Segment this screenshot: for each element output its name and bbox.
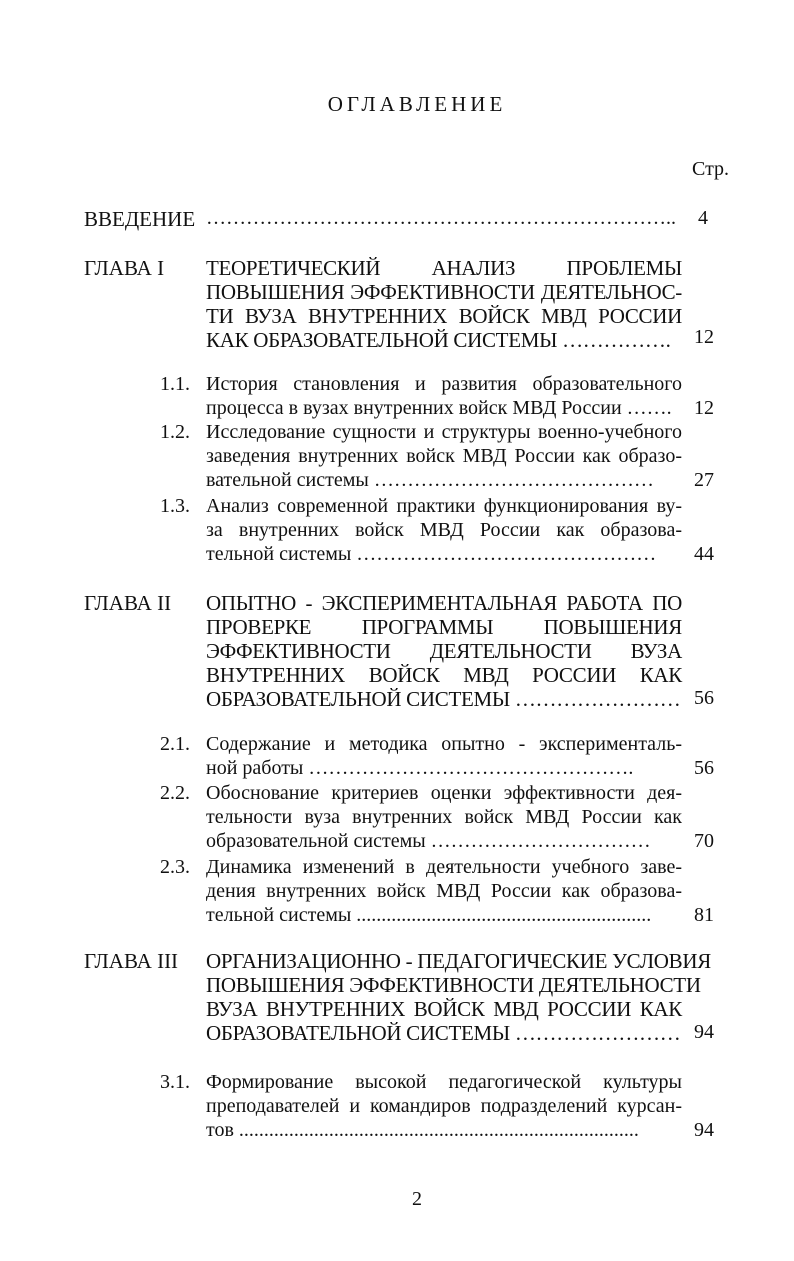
section-number: 1.3. — [160, 495, 190, 517]
chapter-page: 56 — [694, 687, 714, 709]
section-title-line: Содержание и методика опытно - эксперименталь- — [206, 733, 682, 755]
chapter-title-line: ТИ ВУЗА ВНУТРЕННИХ ВОЙСК МВД РОССИИ — [206, 304, 682, 328]
intro-page: 4 — [698, 207, 708, 229]
section-title-line: Анализ современной практики функционирования ву- — [206, 495, 682, 517]
section-page: 27 — [694, 469, 714, 491]
section-title-line: тельной системы ……………………………………… — [206, 543, 657, 565]
section-title-line: Формирование высокой педагогической культуры — [206, 1071, 682, 1093]
section-title-line: вательной системы …………………………………… — [206, 469, 654, 491]
section-number: 2.2. — [160, 782, 190, 804]
chapter-title-line: ПРОВЕРКЕ ПРОГРАММЫ ПОВЫШЕНИЯ — [206, 615, 682, 639]
chapter-title-line: ПОВЫШЕНИЯ ЭФФЕКТИВНОСТИ ДЕЯТЕЛЬНОСТИ — [206, 973, 701, 997]
chapter-page: 12 — [694, 326, 714, 348]
section-page: 70 — [694, 830, 714, 852]
page-column-header: Стр. — [692, 158, 730, 180]
section-title-line: ной работы …………………………………………. — [206, 757, 634, 779]
section-page: 81 — [694, 904, 714, 926]
chapter-title-line: ОБРАЗОВАТЕЛЬНОЙ СИСТЕМЫ …………………… — [206, 1021, 681, 1045]
chapter-title-line: ОПЫТНО - ЭКСПЕРИМЕНТАЛЬНАЯ РАБОТА ПО — [206, 591, 682, 615]
section-title-line: процесса в вузах внутренних войск МВД России ……. — [206, 397, 672, 419]
chapter-title-line: КАК ОБРАЗОВАТЕЛЬНОЙ СИСТЕМЫ ……………. — [206, 328, 671, 352]
page-number: 2 — [412, 1188, 422, 1210]
section-title-line: Динамика изменений в деятельности учебного заве- — [206, 856, 682, 878]
section-title-line: образовательной системы …………………………… — [206, 830, 651, 852]
chapter-title-line: ТЕОРЕТИЧЕСКИЙ АНАЛИЗ ПРОБЛЕМЫ — [206, 256, 682, 280]
chapter-label: ГЛАВА II — [84, 591, 172, 615]
section-title-line: Обоснование критериев оценки эффективности дея- — [206, 782, 682, 804]
section-page: 56 — [694, 757, 714, 779]
section-title-line: тельности вуза внутренних войск МВД России как — [206, 806, 682, 828]
section-number: 2.1. — [160, 733, 190, 755]
chapter-title-line: ВНУТРЕННИХ ВОЙСК МВД РОССИИ КАК — [206, 663, 682, 687]
intro-label: ВВЕДЕНИЕ — [84, 207, 196, 231]
section-number: 2.3. — [160, 856, 190, 878]
chapter-title-line: ПОВЫШЕНИЯ ЭФФЕКТИВНОСТИ ДЕЯТЕЛЬНОС- — [206, 280, 682, 304]
section-page: 44 — [694, 543, 714, 565]
section-title-line: История становления и развития образовательного — [206, 373, 682, 395]
section-page: 94 — [694, 1119, 714, 1141]
intro-dots: …………………………………………………………….. — [206, 207, 676, 229]
toc-title: ОГЛАВЛЕНИЕ — [327, 92, 507, 116]
section-title-line: дения внутренних войск МВД России как образова- — [206, 880, 682, 902]
section-page: 12 — [694, 397, 714, 419]
section-title-line: заведения внутренних войск МВД России как образо- — [206, 445, 682, 467]
chapter-label: ГЛАВА III — [84, 949, 179, 973]
chapter-title-line: ВУЗА ВНУТРЕННИХ ВОЙСК МВД РОССИИ КАК — [206, 997, 682, 1021]
section-title-line: Исследование сущности и структуры военно-учебного — [206, 421, 682, 443]
chapter-label: ГЛАВА I — [84, 256, 165, 280]
chapter-title-line: ЭФФЕКТИВНОСТИ ДЕЯТЕЛЬНОСТИ ВУЗА — [206, 639, 682, 663]
section-title-line: тельной системы ........................................................... — [206, 904, 652, 926]
section-number: 3.1. — [160, 1071, 190, 1093]
section-number: 1.1. — [160, 373, 190, 395]
section-number: 1.2. — [160, 421, 190, 443]
section-title-line: тов ................................................................................ — [206, 1119, 639, 1141]
chapter-title-line: ОБРАЗОВАТЕЛЬНОЙ СИСТЕМЫ …………………… — [206, 687, 681, 711]
section-title-line: преподавателей и командиров подразделений курсан- — [206, 1095, 682, 1117]
section-title-line: за внутренних войск МВД России как образова- — [206, 519, 682, 541]
chapter-title-line: ОРГАНИЗАЦИОННО - ПЕДАГОГИЧЕСКИЕ УСЛОВИЯ — [206, 949, 711, 973]
chapter-page: 94 — [694, 1021, 714, 1043]
